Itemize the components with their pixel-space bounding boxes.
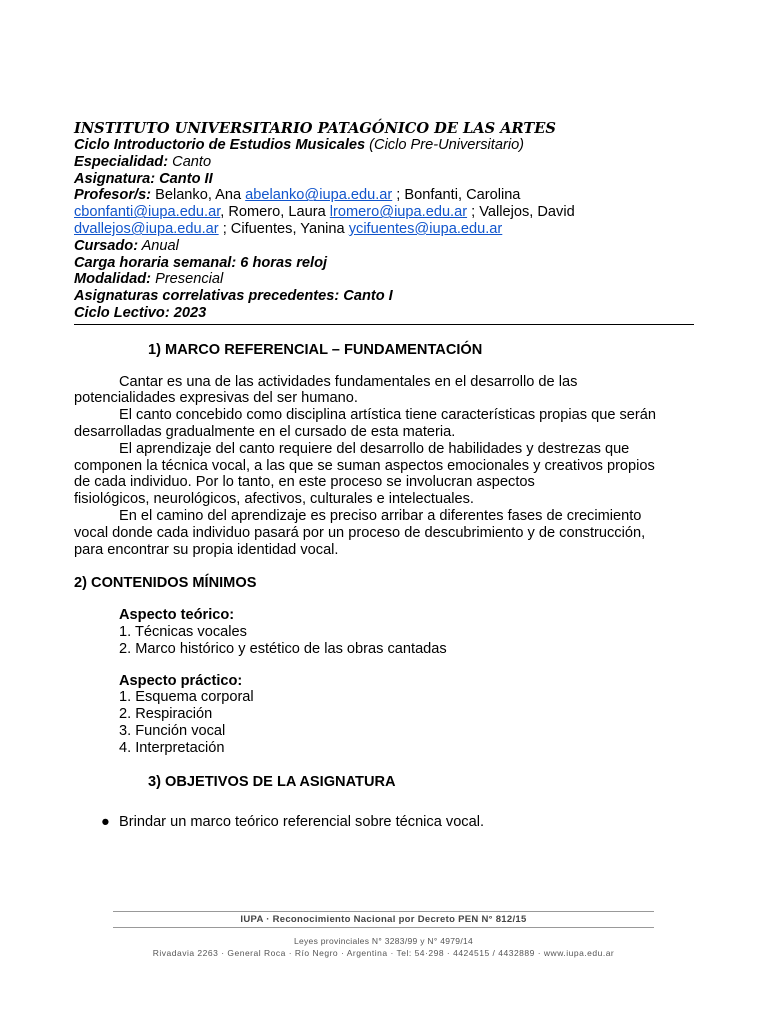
email-link-abelanko[interactable]: abelanko@iupa.edu.ar <box>245 187 393 204</box>
carga-line: Carga horaria semanal: 6 horas reloj <box>74 254 328 271</box>
professors-line-3: dvallejos@iupa.edu.ar ; Cifuentes, Yanina ycifuentes@iupa.edu.ar <box>74 220 503 237</box>
institution-title: INSTITUTO UNIVERSITARIO PATAGÓNICO DE LAS ARTES <box>74 120 556 137</box>
section-1-body: Cantar es una de las actividades fundamentales en el desarrollo de las potencialidades expresivas del ser humano. El canto concebido como disciplina artística tiene características propias que serán desarrolladas gradualmente en el cursado de esta materia. El aprendizaje del canto requiere del desarrollo de habilidades y destrezas que componen la técnica vocal, a las que se suman aspectos emocionales y creativos propios de cada individuo. Por lo tanto, en este proceso se involucran aspectos fisiológicos, neurológicos, afectivos, culturales e intelectuales. En el camino del aprendizaje es preciso arribar a diferentes fases de crecimiento vocal donde cada individuo pasará por un proceso de descubrimiento y de construcción, para encontrar su propia identidad vocal. <box>74 373 657 558</box>
email-link-cbonfanti[interactable]: cbonfanti@iupa.edu.ar <box>74 204 221 221</box>
list-item: 2. Respiración <box>119 706 213 723</box>
section-3-heading: 3) OBJETIVOS DE LA ASIGNATURA <box>148 773 396 790</box>
footer-decree: IUPA · Reconocimiento Nacional por Decreto PEN N° 812/15 <box>113 911 654 928</box>
theory-heading: Aspecto teórico: <box>119 607 235 624</box>
header-divider <box>74 324 694 325</box>
list-item: 1. Técnicas vocales <box>119 623 247 640</box>
list-item: 2. Marco histórico y estético de las obras cantadas <box>119 640 447 657</box>
bullet-icon: ● <box>101 814 110 831</box>
email-link-dvallejos[interactable]: dvallejos@iupa.edu.ar <box>74 220 219 237</box>
cursado-line: Cursado: Anual <box>74 237 179 254</box>
modalidad-line: Modalidad: Presencial <box>74 271 224 288</box>
correlativas-line: Asignaturas correlativas precedentes: Canto I <box>74 288 393 305</box>
email-link-lromero[interactable]: lromero@iupa.edu.ar <box>329 204 468 221</box>
section-2-heading: 2) CONTENIDOS MÍNIMOS <box>74 575 257 592</box>
specialty-line: Especialidad: Canto <box>74 153 212 170</box>
list-item: 4. Interpretación <box>119 739 225 756</box>
objective-bullet-item: ● Brindar un marco teórico referencial sobre técnica vocal. <box>101 814 485 831</box>
theory-block <box>74 607 694 657</box>
cycle-line: Ciclo Introductorio de Estudios Musicales (Ciclo Pre-Universitario) <box>74 137 525 153</box>
professors-line-1: Profesor/s: Belanko, Ana abelanko@iupa.edu.ar ; Bonfanti, Carolina <box>74 187 521 204</box>
list-item: 3. Función vocal <box>119 722 226 739</box>
practice-heading: Aspecto práctico: <box>119 672 243 689</box>
professors-line-2: cbonfanti@iupa.edu.ar, Romero, Laura lromero@iupa.edu.ar ; Vallejos, David <box>74 204 575 221</box>
document-page <box>74 120 694 831</box>
practice-block <box>74 673 694 757</box>
page-footer <box>113 911 654 958</box>
email-link-ycifuentes[interactable]: ycifuentes@iupa.edu.ar <box>348 220 503 237</box>
footer-address: Rivadavia 2263 · General Roca · Río Negro · Argentina · Tel: 54·298 · 4424515 / 4432889 · www.iupa.edu.ar <box>152 948 615 958</box>
ciclo-lectivo-line: Ciclo Lectivo: 2023 <box>74 304 207 321</box>
list-item: 1. Esquema corporal <box>119 689 254 706</box>
footer-laws: Leyes provinciales N° 3283/99 y N° 4979/14 <box>293 936 474 946</box>
subject-line: Asignatura: Canto II <box>74 170 213 187</box>
section-1-heading: 1) MARCO REFERENCIAL – FUNDAMENTACIÓN <box>148 341 483 358</box>
